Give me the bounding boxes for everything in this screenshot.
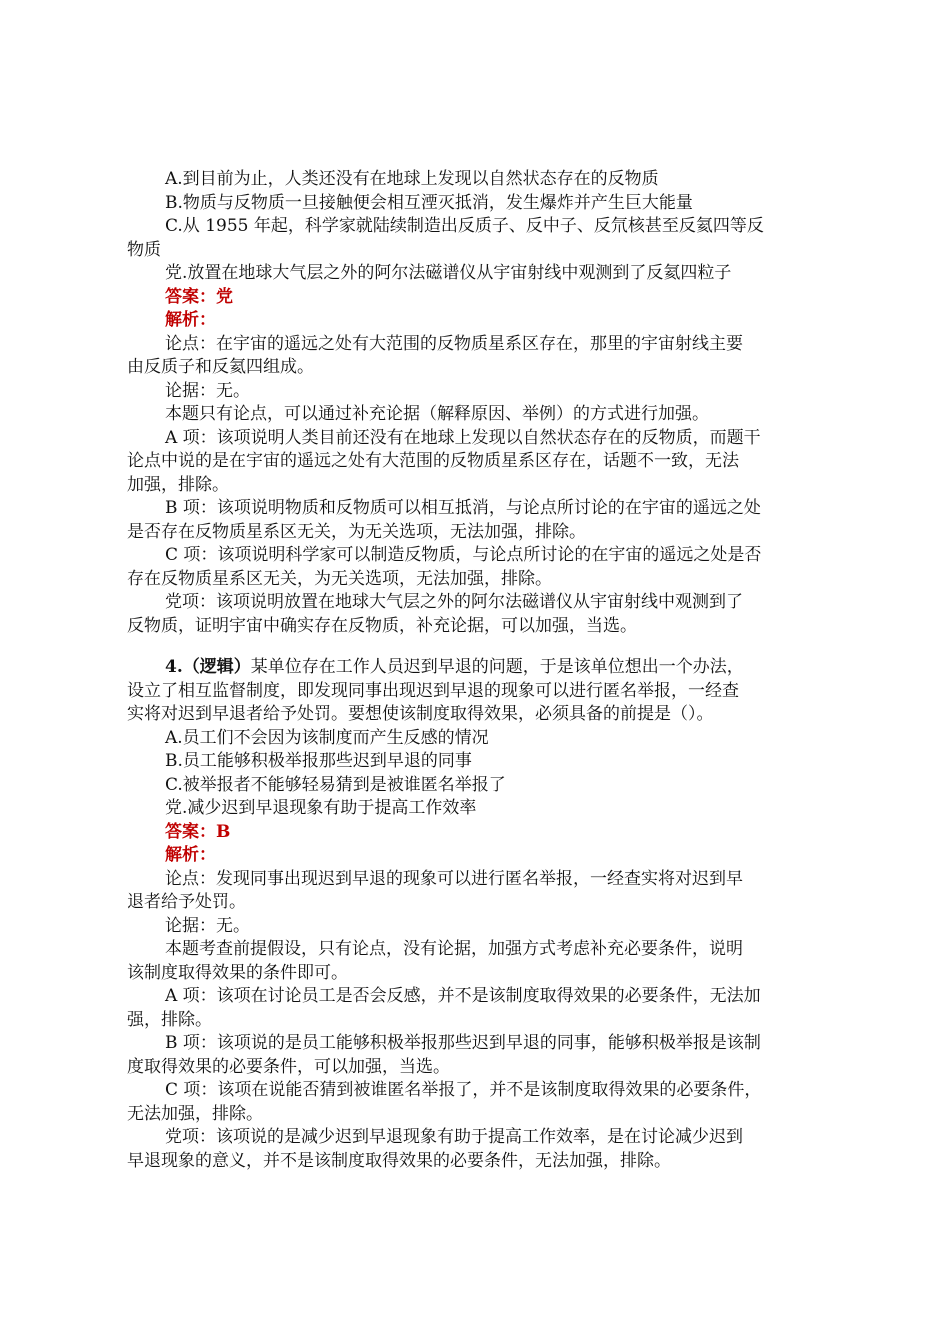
analysis-line: 党项：该项说的是减少迟到早退现象有助于提高工作效率，是在讨论减少迟到 [165,1127,743,1147]
analysis-label: 解析： [165,845,216,865]
option-c: C.从 1955 年起，科学家就陆续制造出反质子、反中子、反氘核甚至反氦四等反 [165,216,764,236]
analysis-line: C 项：该项在说能否猜到被谁匿名举报了，并不是该制度取得效果的必要条件， [165,1080,762,1100]
analysis-line: 加强，排除。 [127,474,229,495]
question-number: 4.（逻辑） [165,657,251,677]
question-stem: 某单位存在工作人员迟到早退的问题，于是该单位想出一个办法， [250,657,744,677]
question-stem: 设立了相互监督制度，即发现同事出现迟到早退的现象可以进行匿名举报，一经查 [127,680,739,701]
analysis-line: 度取得效果的必要条件，可以加强，当选。 [127,1056,450,1077]
option-b: B.员工能够积极举报那些迟到早退的同事 [165,751,472,771]
analysis-line: 论点：发现同事出现迟到早退的现象可以进行匿名举报，一经查实将对迟到早 [165,868,743,889]
analysis-line: 存在反物质星系区无关，为无关选项，无法加强，排除。 [127,568,552,589]
analysis-line: 本题只有论点，可以通过补充论据（解释原因、举例）的方式进行加强。 [165,404,709,424]
analysis-line: 是否存在反物质星系区无关，为无关选项，无法加强，排除。 [127,521,586,542]
analysis-line: 本题考查前提假设，只有论点，没有论据，加强方式考虑补充必要条件，说明 [165,939,743,959]
analysis-line: A 项：该项在讨论员工是否会反感，并不是该制度取得效果的必要条件，无法加 [165,986,761,1006]
option-a: A.员工们不会因为该制度而产生反感的情况 [165,727,489,748]
analysis-line: C 项：该项说明科学家可以制造反物质，与论点所讨论的在宇宙的遥远之处是否 [165,545,762,565]
analysis-line: 该制度取得效果的条件即可。 [127,962,348,983]
analysis-line: 论点：在宇宙的遥远之处有大范围的反物质星系区存在，那里的宇宙射线主要 [165,333,743,354]
analysis-line: 论点中说的是在宇宙的遥远之处有大范围的反物质星系区存在，话题不一致，无法 [127,451,739,471]
question-3-block [127,168,835,638]
analysis-line: 党项：该项说明放置在地球大气层之外的阿尔法磁谱仪从宇宙射线中观测到了 [165,592,743,612]
question-4-stem-first-line [127,656,835,680]
analysis-line: A 项：该项说明人类目前还没有在地球上发现以自然状态存在的反物质，而题干 [165,427,761,448]
option-c-continued: 物质 [127,239,161,260]
analysis-line: 无法加强，排除。 [127,1103,263,1124]
analysis-line: B 项：该项说的是员工能够积极举报那些迟到早退的同事，能够积极举报是该制 [165,1033,761,1053]
analysis-line: 论据：无。 [165,915,250,936]
analysis-line: 由反质子和反氦四组成。 [127,357,314,377]
analysis-line: 退者给予处罚。 [127,892,246,912]
analysis-line: 早退现象的意义，并不是该制度取得效果的必要条件，无法加强，排除。 [127,1150,671,1171]
option-c: C.被举报者不能够轻易猜到是被谁匿名举报了 [165,774,506,795]
analysis-line: 论据：无。 [165,380,250,401]
analysis-label: 解析： [165,310,216,330]
option-a: A.到目前为止，人类还没有在地球上发现以自然状态存在的反物质 [165,169,659,189]
answer-label: 答案：B [165,821,231,842]
question-stem: 实将对迟到早退者给予处罚。要想使该制度取得效果，必须具备的前提是（）。 [127,704,714,724]
option-b: B.物质与反物质一旦接触便会相互湮灭抵消，发生爆炸并产生巨大能量 [165,192,693,213]
option-d: 党.放置在地球大气层之外的阿尔法磁谱仪从宇宙射线中观测到了反氦四粒子 [165,263,732,283]
question-4-block [127,656,835,1173]
analysis-line: 反物质，证明宇宙中确实存在反物质，补充论据，可以加强，当选。 [127,615,637,636]
analysis-line: 强，排除。 [127,1009,212,1030]
option-d: 党.减少迟到早退现象有助于提高工作效率 [165,798,477,818]
analysis-line: B 项：该项说明物质和反物质可以相互抵消，与论点所讨论的在宇宙的遥远之处 [165,498,761,518]
answer-label: 答案：党 [165,286,233,307]
